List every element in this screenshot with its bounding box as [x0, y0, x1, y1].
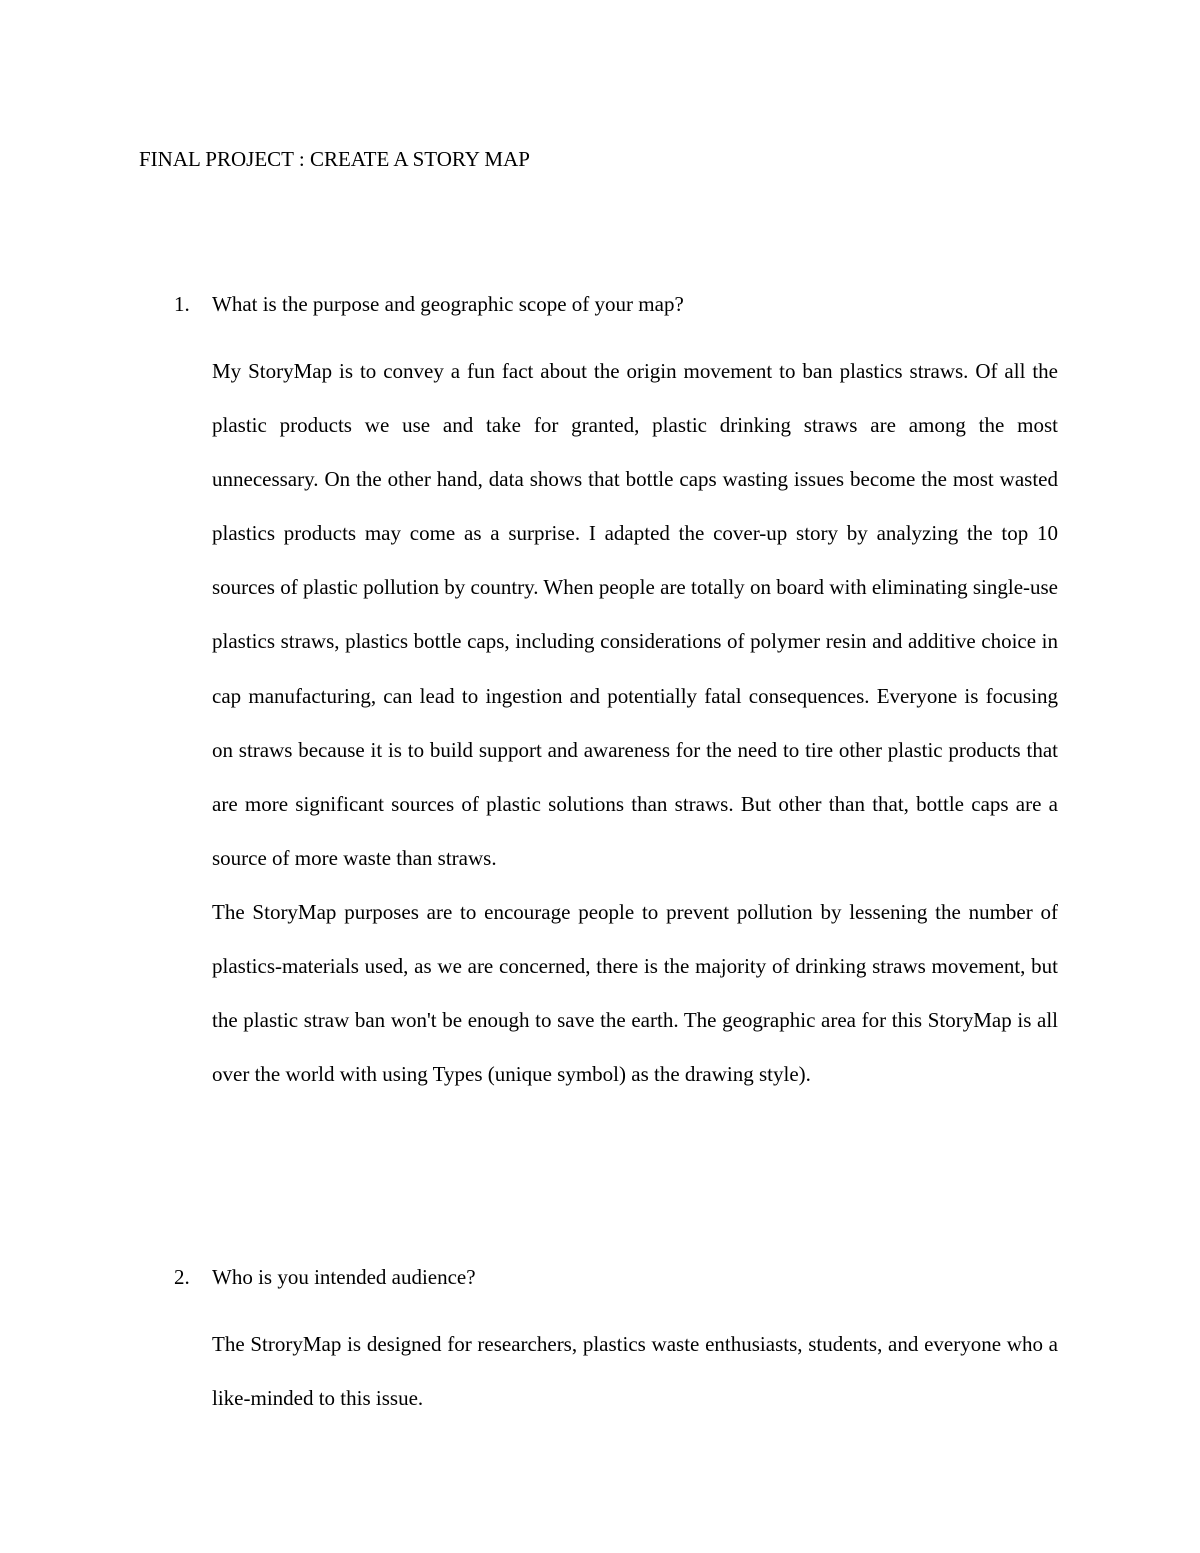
answer-paragraph: The StoryMap purposes are to encourage people to prevent pollution by lessening the number of plastics-materials used, as we are concerned, there is the majority of drinking straws movement, but the plastic straw ban won't be enough to save the earth. The geographic area for this StoryMap is all over the world with using Types (unique symbol) as the drawing style).: [212, 899, 1058, 1087]
question-number: 1.: [174, 292, 190, 316]
document-title: FINAL PROJECT : CREATE A STORY MAP: [139, 147, 530, 171]
answer-paragraph: The StroryMap is designed for researchers, plastics waste enthusiasts, students, and everyone who a like-minded to this issue.: [212, 1332, 1058, 1411]
question-heading: [139, 289, 1059, 319]
question-1: [139, 289, 1059, 1101]
question-2: [139, 1262, 1059, 1425]
question-heading: [139, 1262, 1059, 1292]
answer-paragraph: My StoryMap is to convey a fun fact about the origin movement to ban plastics straws. Of all the plastic products we use and take for granted, plastic drinking straws are among the most unnecessary. On the other hand, data shows that bottle caps wasting issues become the most wasted plastics products may come as a surprise. I adapted the cover-up story by analyzing the top 10 sources of plastic pollution by country. When people are totally on board with eliminating single-use plastics straws, plastics bottle caps, including considerations of polymer resin and additive choice in cap manufacturing, can lead to ingestion and potentially fatal consequences. Everyone is focusing on straws because it is to build support and awareness for the need to tire other plastic products that are more significant sources of plastic solutions than straws. But other than that, bottle caps are a source of more waste than straws.: [212, 359, 1058, 870]
question-number: 2.: [174, 1265, 190, 1289]
question-text: Who is you intended audience?: [212, 1265, 476, 1289]
question-text: What is the purpose and geographic scope of your map?: [212, 292, 684, 316]
